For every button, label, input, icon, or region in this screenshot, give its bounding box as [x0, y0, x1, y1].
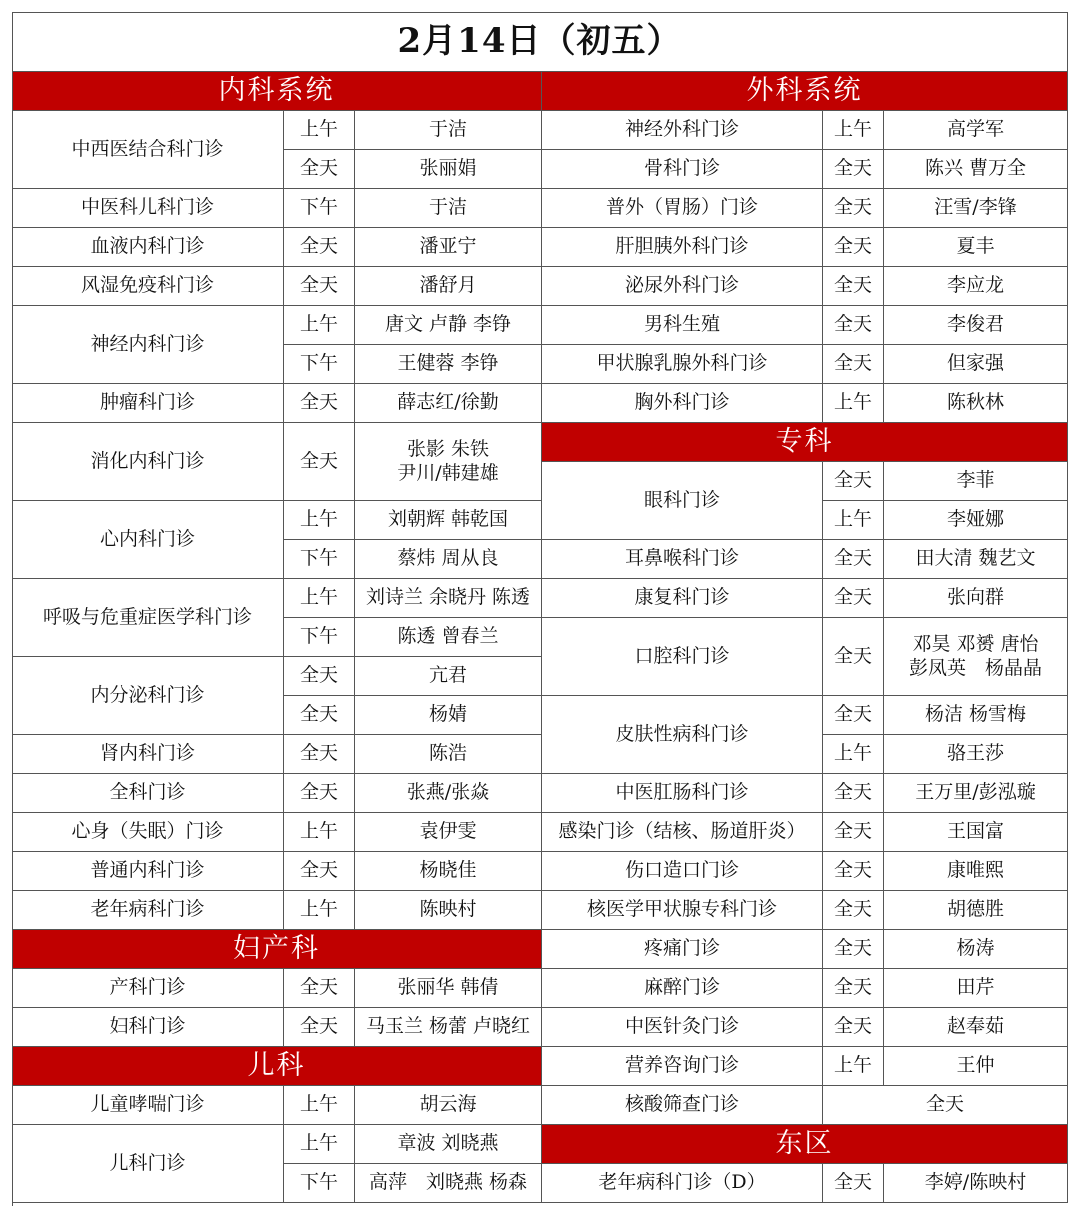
specialty-doctor-cell: 李菲	[884, 462, 1068, 501]
surgery-doctor-cell: 汪雪/李锋	[884, 189, 1068, 228]
left-dept-cell: 心身（失眠）门诊	[12, 813, 284, 852]
specialty-doctor-cell: 骆王莎	[884, 735, 1068, 774]
left-time-cell: 上午	[284, 813, 355, 852]
left-time-cell: 下午	[284, 345, 355, 384]
surgery-time-cell: 全天	[823, 306, 884, 345]
left-doctor-cell: 杨婧	[355, 696, 542, 735]
surgery-dept-cell: 神经外科门诊	[542, 111, 823, 150]
east-dept-cell: 老年病科门诊（D）	[542, 1164, 823, 1203]
pediatrics-time-cell: 下午	[284, 1164, 355, 1203]
surgery-time-cell: 全天	[823, 345, 884, 384]
left-doctor-cell: 唐文 卢静 李铮	[355, 306, 542, 345]
obgyn-doctor-cell: 马玉兰 杨蕾 卢晓红	[355, 1008, 542, 1047]
section-header-surgery: 外科系统	[542, 72, 1068, 111]
left-time-cell: 上午	[284, 501, 355, 540]
specialty-dept-cell: 核医学甲状腺专科门诊	[542, 891, 823, 930]
pediatrics-doctor-cell: 章波 刘晓燕	[355, 1125, 542, 1164]
specialty-time-cell: 全天	[823, 891, 884, 930]
left-doctor-cell: 张丽娟	[355, 150, 542, 189]
left-time-cell: 全天	[284, 735, 355, 774]
specialty-doctor-cell: 田芹	[884, 969, 1068, 1008]
pediatrics-dept-cell: 儿童哮喘门诊	[12, 1086, 284, 1125]
left-dept-cell: 风湿免疫科门诊	[12, 267, 284, 306]
left-doctor-cell: 蔡炜 周从良	[355, 540, 542, 579]
specialty-dept-cell: 耳鼻喉科门诊	[542, 540, 823, 579]
section-header-internal: 内科系统	[12, 72, 542, 111]
obgyn-doctor-cell: 张丽华 韩倩	[355, 969, 542, 1008]
left-dept-cell: 血液内科门诊	[12, 228, 284, 267]
surgery-doctor-cell: 夏丰	[884, 228, 1068, 267]
surgery-dept-cell: 骨科门诊	[542, 150, 823, 189]
left-doctor-cell: 潘舒月	[355, 267, 542, 306]
specialty-doctor-cell: 杨洁 杨雪梅	[884, 696, 1068, 735]
section-header-east: 东区	[542, 1125, 1068, 1164]
left-time-cell: 全天	[284, 423, 355, 501]
surgery-time-cell: 全天	[823, 267, 884, 306]
left-time-cell: 全天	[284, 852, 355, 891]
section-header-pediatrics: 儿科	[12, 1047, 542, 1086]
surgery-dept-cell: 普外（胃肠）门诊	[542, 189, 823, 228]
surgery-dept-cell: 男科生殖	[542, 306, 823, 345]
specialty-dept-cell: 眼科门诊	[542, 462, 823, 540]
left-doctor-cell: 张燕/张焱	[355, 774, 542, 813]
specialty-doctor-cell: 王仲	[884, 1047, 1068, 1086]
left-doctor-cell: 陈浩	[355, 735, 542, 774]
obgyn-dept-cell: 妇科门诊	[12, 1008, 284, 1047]
left-time-cell: 全天	[284, 150, 355, 189]
specialty-time-cell: 全天	[823, 579, 884, 618]
pediatrics-time-cell: 上午	[284, 1125, 355, 1164]
specialty-time-cell: 上午	[823, 735, 884, 774]
left-doctor-cell: 陈透 曾春兰	[355, 618, 542, 657]
left-dept-cell: 肿瘤科门诊	[12, 384, 284, 423]
pediatrics-time-cell: 上午	[284, 1086, 355, 1125]
surgery-time-cell: 全天	[823, 189, 884, 228]
surgery-time-cell: 全天	[823, 228, 884, 267]
surgery-time-cell: 全天	[823, 150, 884, 189]
left-dept-cell: 呼吸与危重症医学科门诊	[12, 579, 284, 657]
left-doctor-cell: 于洁	[355, 189, 542, 228]
specialty-time-cell: 全天	[823, 696, 884, 735]
left-doctor-cell: 袁伊雯	[355, 813, 542, 852]
specialty-doctor-cell: 杨涛	[884, 930, 1068, 969]
specialty-time-cell: 全天	[823, 969, 884, 1008]
specialty-time-cell: 上午	[823, 1047, 884, 1086]
left-dept-cell: 肾内科门诊	[12, 735, 284, 774]
specialty-doctor-cell: 邓昊 邓赟 唐怡 彭凤英 杨晶晶	[884, 618, 1068, 696]
surgery-doctor-cell: 陈兴 曹万全	[884, 150, 1068, 189]
left-time-cell: 下午	[284, 540, 355, 579]
specialty-doctor-cell: 王国富	[884, 813, 1068, 852]
left-doctor-cell: 潘亚宁	[355, 228, 542, 267]
left-doctor-cell: 杨晓佳	[355, 852, 542, 891]
left-time-cell: 下午	[284, 618, 355, 657]
surgery-doctor-cell: 李俊君	[884, 306, 1068, 345]
specialty-time-cell: 全天	[823, 462, 884, 501]
left-doctor-cell: 亢君	[355, 657, 542, 696]
specialty-time-cell: 全天	[823, 774, 884, 813]
left-dept-cell: 消化内科门诊	[12, 423, 284, 501]
specialty-dept-cell: 营养咨询门诊	[542, 1047, 823, 1086]
left-dept-cell: 中医科儿科门诊	[12, 189, 284, 228]
left-time-cell: 全天	[284, 696, 355, 735]
specialty-time-cell: 全天	[823, 930, 884, 969]
east-time-cell: 全天	[823, 1164, 884, 1203]
obgyn-dept-cell: 产科门诊	[12, 969, 284, 1008]
specialty-dept-cell: 皮肤性病科门诊	[542, 696, 823, 774]
left-time-cell: 全天	[284, 267, 355, 306]
specialty-dept-cell: 康复科门诊	[542, 579, 823, 618]
specialty-dept-cell: 感染门诊（结核、肠道肝炎）	[542, 813, 823, 852]
surgery-doctor-cell: 陈秋林	[884, 384, 1068, 423]
left-time-cell: 上午	[284, 891, 355, 930]
left-time-cell: 上午	[284, 579, 355, 618]
left-time-cell: 全天	[284, 774, 355, 813]
left-dept-cell: 老年病科门诊	[12, 891, 284, 930]
specialty-dept-cell: 中医针灸门诊	[542, 1008, 823, 1047]
surgery-time-cell: 上午	[823, 384, 884, 423]
section-header-specialty: 专科	[542, 423, 1068, 462]
left-time-cell: 上午	[284, 111, 355, 150]
left-dept-cell: 神经内科门诊	[12, 306, 284, 384]
left-doctor-cell: 陈映村	[355, 891, 542, 930]
left-time-cell: 下午	[284, 189, 355, 228]
specialty-time-cell: 上午	[823, 501, 884, 540]
surgery-doctor-cell: 李应龙	[884, 267, 1068, 306]
section-header-obgyn: 妇产科	[12, 930, 542, 969]
left-dept-cell: 全科门诊	[12, 774, 284, 813]
specialty-doctor-cell: 李娅娜	[884, 501, 1068, 540]
left-dept-cell: 心内科门诊	[12, 501, 284, 579]
east-doctor-cell: 李婷/陈映村	[884, 1164, 1068, 1203]
specialty-time-cell: 全天	[823, 852, 884, 891]
specialty-time-cell: 全天	[823, 618, 884, 696]
surgery-time-cell: 上午	[823, 111, 884, 150]
specialty-doctor-cell: 胡德胜	[884, 891, 1068, 930]
surgery-dept-cell: 胸外科门诊	[542, 384, 823, 423]
specialty-dept-cell: 核酸筛查门诊	[542, 1086, 823, 1125]
specialty-time-cell: 全天	[823, 1008, 884, 1047]
specialty-time-cell: 全天	[823, 1086, 1068, 1125]
left-doctor-cell: 刘朝辉 韩乾国	[355, 501, 542, 540]
surgery-doctor-cell: 高学军	[884, 111, 1068, 150]
page-title: 2月14日（初五）	[12, 12, 1068, 72]
left-time-cell: 全天	[284, 384, 355, 423]
specialty-time-cell: 全天	[823, 813, 884, 852]
left-dept-cell: 内分泌科门诊	[12, 657, 284, 735]
surgery-dept-cell: 泌尿外科门诊	[542, 267, 823, 306]
left-dept-cell: 中西医结合科门诊	[12, 111, 284, 189]
left-dept-cell: 普通内科门诊	[12, 852, 284, 891]
left-doctor-cell: 王健蓉 李铮	[355, 345, 542, 384]
left-doctor-cell: 于洁	[355, 111, 542, 150]
specialty-doctor-cell: 王万里/彭泓璇	[884, 774, 1068, 813]
specialty-doctor-cell: 张向群	[884, 579, 1068, 618]
specialty-doctor-cell: 康唯熙	[884, 852, 1068, 891]
surgery-dept-cell: 甲状腺乳腺外科门诊	[542, 345, 823, 384]
pediatrics-dept-cell: 儿科门诊	[12, 1125, 284, 1203]
specialty-doctor-cell: 田大清 魏艺文	[884, 540, 1068, 579]
left-time-cell: 全天	[284, 657, 355, 696]
left-doctor-cell: 张影 朱铁 尹川/韩建雄	[355, 423, 542, 501]
specialty-time-cell: 全天	[823, 540, 884, 579]
pediatrics-doctor-cell: 胡云海	[355, 1086, 542, 1125]
pediatrics-doctor-cell: 高萍 刘晓燕 杨森	[355, 1164, 542, 1203]
specialty-dept-cell: 疼痛门诊	[542, 930, 823, 969]
specialty-doctor-cell: 赵奉茹	[884, 1008, 1068, 1047]
obgyn-time-cell: 全天	[284, 1008, 355, 1047]
obgyn-time-cell: 全天	[284, 969, 355, 1008]
left-doctor-cell: 刘诗兰 余晓丹 陈透	[355, 579, 542, 618]
surgery-doctor-cell: 但家强	[884, 345, 1068, 384]
left-time-cell: 上午	[284, 306, 355, 345]
left-doctor-cell: 薛志红/徐勤	[355, 384, 542, 423]
specialty-dept-cell: 伤口造口门诊	[542, 852, 823, 891]
specialty-dept-cell: 中医肛肠科门诊	[542, 774, 823, 813]
specialty-dept-cell: 麻醉门诊	[542, 969, 823, 1008]
left-time-cell: 全天	[284, 228, 355, 267]
surgery-dept-cell: 肝胆胰外科门诊	[542, 228, 823, 267]
specialty-dept-cell: 口腔科门诊	[542, 618, 823, 696]
schedule-sheet	[12, 12, 1068, 1206]
